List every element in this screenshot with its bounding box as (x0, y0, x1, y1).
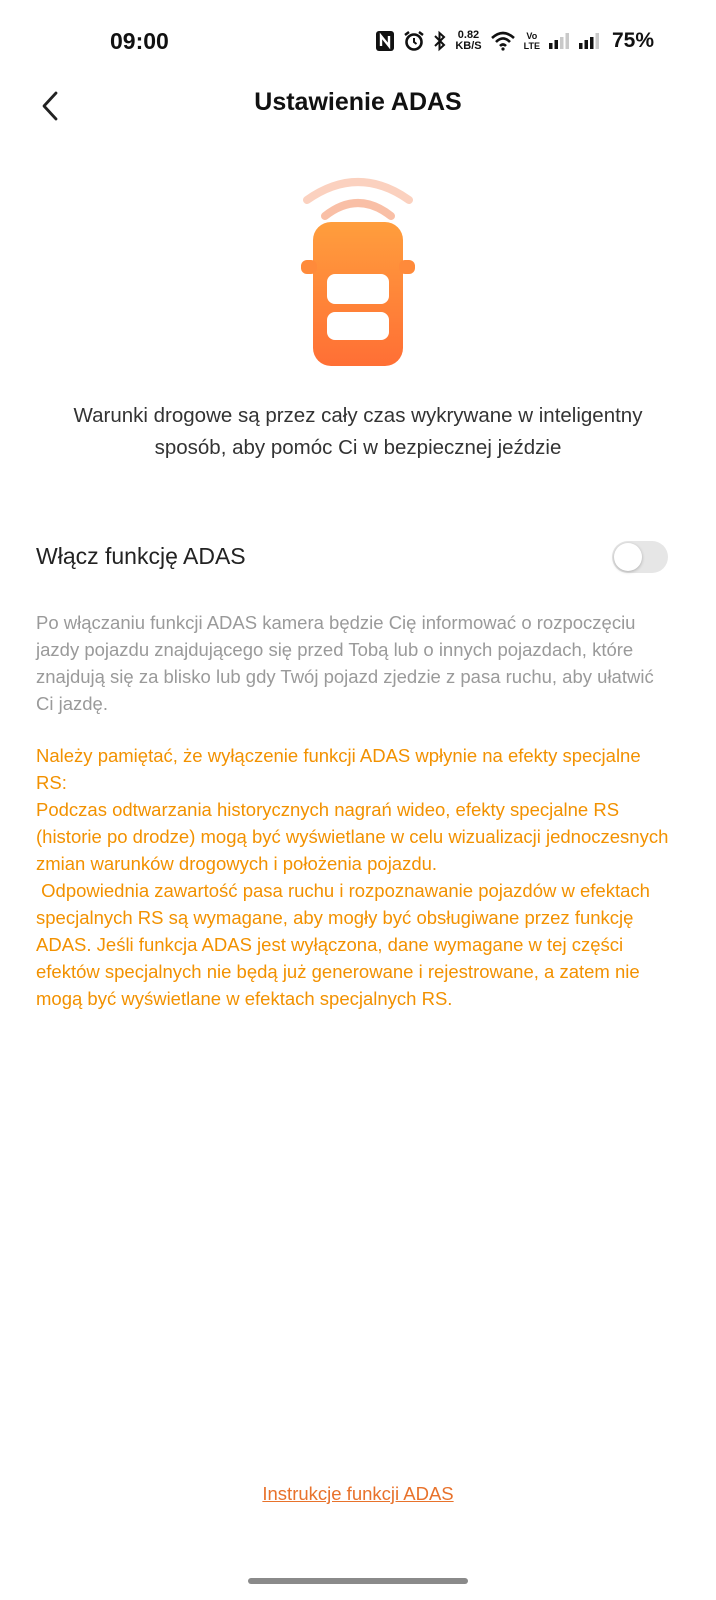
warning-line-3: Odpowiednia zawartość pasa ruchu i rozpoznawanie pojazdów w efektach specjalnych RS są wymagane, aby mogły być obsługiwane przez funkcję ADAS. Jeśli funkcja ADAS jest wyłączona, dane wymagane w tej części efektów specjalnych nie będą już generowane i rejestrowane, a zatem nie mogą być wyświetlane w efektach specjalnych RS. (36, 880, 656, 1009)
wifi-icon (490, 31, 516, 51)
volte-badge (524, 31, 540, 51)
adas-toggle-switch[interactable] (612, 541, 668, 573)
header (0, 80, 716, 150)
signal-icon-2 (578, 32, 600, 50)
adas-toggle-label: Włącz funkcję ADAS (36, 543, 246, 569)
adas-description: Po włączaniu funkcji ADAS kamera będzie Cię informować o rozpoczęciu jazdy pojazdu znajdującego się przed Tobą lub o innych pojazdach, które znajdują się za blisko lub gdy Twój pojazd zjedzie z pasa ruchu, aby ułatwić Ci jazdę. (36, 612, 654, 714)
instructions-link[interactable]: Instrukcje funkcji ADAS (262, 1483, 454, 1504)
speed-unit: KB/S (455, 40, 482, 52)
signal-icon (548, 32, 570, 50)
volte-top: Vo (526, 31, 538, 41)
alarm-icon (403, 30, 425, 52)
warning-line-1: Należy pamiętać, że wyłączenie funkcji ADAS wpłynie na efekty specjalne RS: (36, 745, 641, 793)
adas-toggle-row (36, 535, 668, 579)
car-radar-icon (295, 172, 421, 378)
volte-bottom: LTE (523, 41, 540, 51)
status-bar (0, 0, 716, 80)
status-time: 09:00 (110, 28, 169, 54)
battery-level: 75% (611, 29, 654, 52)
page-title: Ustawienie ADAS (254, 88, 462, 116)
speed-value: 0.82 (457, 29, 480, 41)
home-indicator[interactable] (248, 1578, 468, 1584)
network-speed (455, 30, 481, 52)
intro-text: Warunki drogowe są przez cały czas wykrywane w inteligentny sposób, aby pomóc Ci w bezpiecznej jeździe (73, 404, 643, 459)
bluetooth-icon (433, 30, 447, 52)
nfc-icon (375, 30, 395, 52)
warning-line-2: Podczas odtwarzania historycznych nagrań wideo, efekty specjalne RS (historie po drodze) mogą być wyświetlane w celu wizualizacji jednoczesnych zmian warunków drogowych i położenia pojazdu. (36, 799, 669, 874)
adas-warning (36, 742, 676, 1012)
instructions-link-container (0, 1483, 716, 1505)
status-icons (375, 26, 654, 56)
toggle-knob (614, 543, 642, 571)
